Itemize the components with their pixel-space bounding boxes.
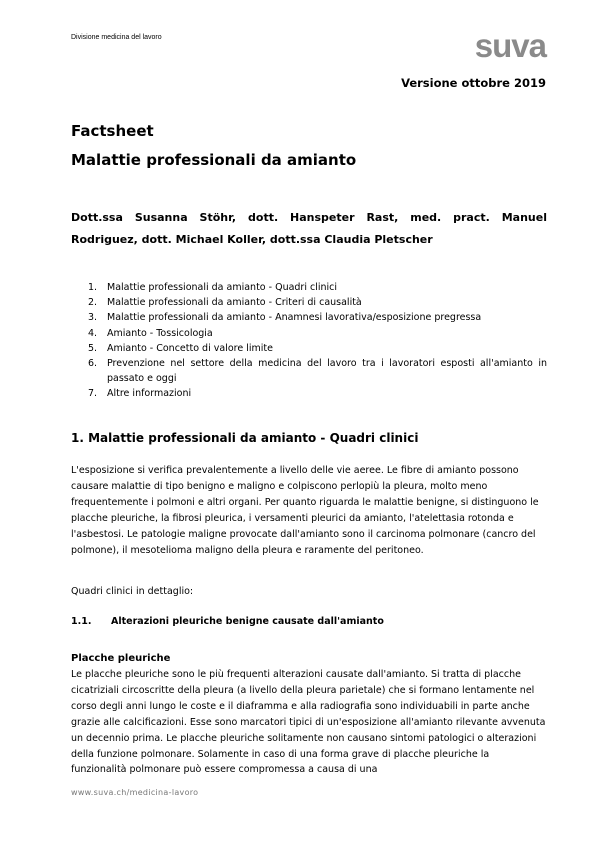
suva-logo: suva bbox=[474, 27, 546, 64]
doc-title: Malattie professionali da amianto bbox=[71, 151, 357, 169]
doc-title-factsheet: Factsheet bbox=[71, 122, 154, 140]
footer-url[interactable]: www.suva.ch/medicina-lavoro bbox=[71, 788, 199, 797]
toc-item[interactable]: 3. Malattie professionali da amianto - Anamnesi lavorativa/esposizione pregressa bbox=[88, 312, 482, 324]
toc-item[interactable]: 5. Amianto - Concetto di valore limite bbox=[88, 342, 273, 354]
section-heading: 1. Malattie professionali da amianto - Quadri clinici bbox=[71, 431, 419, 445]
version-label: Versione ottobre 2019 bbox=[401, 76, 546, 90]
authors: Dott.ssa Susanna Stöhr, dott. Hanspeter Rast, med. pract. Manuel Rodriguez, dott. Michael Koller, dott.ssa Claudia Pletscher bbox=[71, 211, 547, 246]
details-label: Quadri clinici in dettaglio: bbox=[71, 586, 194, 597]
toc-item[interactable]: 7. Altre informazioni bbox=[88, 388, 192, 400]
toc-item[interactable]: 2. Malattie professionali da amianto - Criteri di causalità bbox=[88, 297, 362, 309]
intro-paragraph: L'esposizione si verifica prevalentemente a livello delle vie aeree. Le fibre di amianto possono causare malattie di tipo benigno e maligno e colpiscono perlopiù la pleura, molto meno frequentemente i polmoni e altri organi. Per quanto riguarda le malattie benigne, si distinguono le placche pleuriche, la fibrosi pleurica, i versamenti pleurici da amianto, l'atelettasia rotonda e l'asbestosi. Le patologie maligne provocate dall'amianto sono il carcinoma polmonare (cancro del polmone), il mesotelioma maligno della pleura e raramente del peritoneo. bbox=[71, 465, 539, 556]
toc-item[interactable]: 4. Amianto - Tossicologia bbox=[88, 327, 213, 339]
placche-heading: Placche pleuriche bbox=[71, 653, 171, 664]
subsection-heading bbox=[71, 616, 384, 627]
division-label: Divisione medicina del lavoro bbox=[71, 34, 162, 41]
table-of-contents bbox=[71, 280, 547, 402]
placche-paragraph: Le placche pleuriche sono le più frequenti alterazioni causate dall'amianto. Si tratta di placche cicatriziali circoscritte della pleura (a livello della pleura parietale) che si formano lentamente nel corso degli anni lungo le coste e il diaframma e alla radiografia sono individuabili in parte anche grazie alle calcificazioni. Esse sono marcatori tipici di un'esposizione all'amianto rilevante avvenuta un decennio prima. Le placche pleuriche solitamente non causano sintomi patologici o alterazioni della funzione polmonare. Solamente in caso di una forma grave di placche pleuriche la funzionalità polmonare può essere compromessa a causa di una bbox=[71, 669, 546, 776]
subsection-title: Alterazioni pleuriche benigne causate dall'amianto bbox=[111, 616, 384, 627]
toc-item[interactable]: 1. Malattie professionali da amianto - Quadri clinici bbox=[88, 282, 338, 293]
toc-item[interactable]: 6. Prevenzione nel settore della medicina del lavoro tra i lavoratori esposti all'amianto in passato e oggi bbox=[88, 358, 547, 385]
subsection-number: 1.1. bbox=[71, 616, 92, 627]
